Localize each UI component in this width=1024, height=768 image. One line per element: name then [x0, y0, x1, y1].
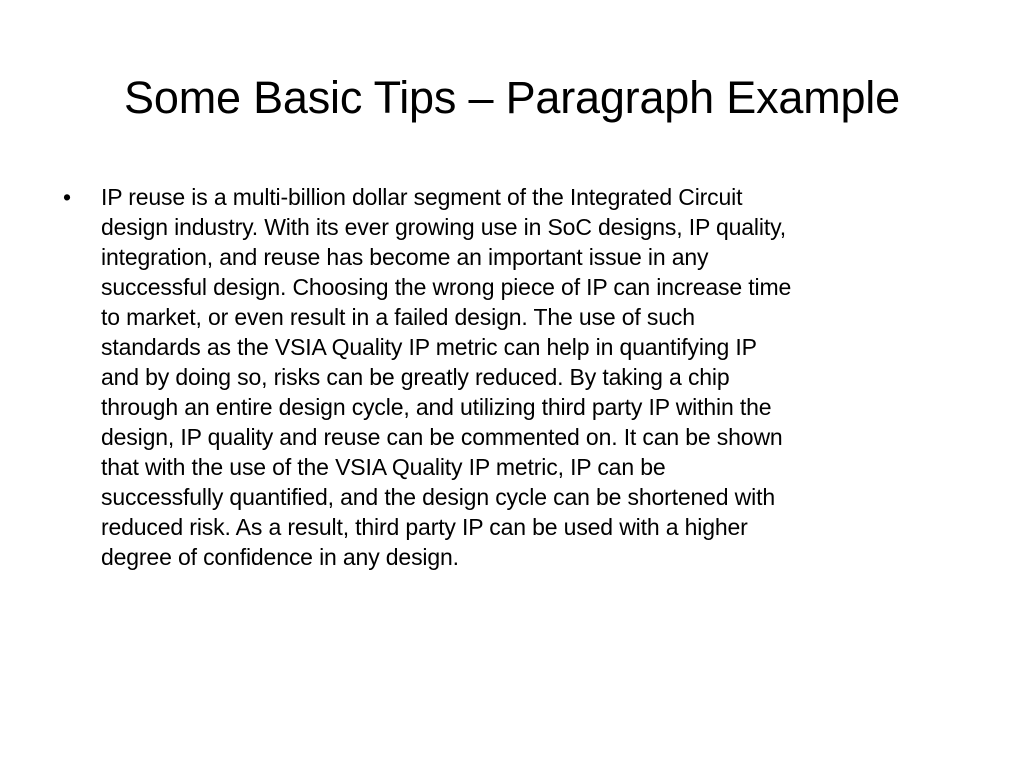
- paragraph-line: through an entire design cycle, and utilizing third party IP within the: [101, 394, 772, 420]
- paragraph-line: design, IP quality and reuse can be commented on. It can be shown: [101, 424, 783, 450]
- paragraph-line: and by doing so, risks can be greatly reduced. By taking a chip: [101, 364, 730, 390]
- paragraph-line: standards as the VSIA Quality IP metric can help in quantifying IP: [101, 334, 757, 360]
- paragraph-line: integration, and reuse has become an important issue in any: [101, 244, 709, 270]
- paragraph-line: IP reuse is a multi-billion dollar segment of the Integrated Circuit: [101, 184, 743, 210]
- bullet-icon: •: [63, 184, 71, 210]
- paragraph-line: degree of confidence in any design.: [101, 544, 459, 570]
- paragraph-line: design industry. With its ever growing use in SoC designs, IP quality,: [101, 214, 786, 240]
- paragraph-line: reduced risk. As a result, third party IP can be used with a higher: [101, 514, 748, 540]
- bullet-paragraph: [63, 182, 968, 572]
- paragraph-line: successfully quantified, and the design cycle can be shortened with: [101, 484, 775, 510]
- paragraph-line: that with the use of the VSIA Quality IP metric, IP can be: [101, 454, 666, 480]
- paragraph-line: to market, or even result in a failed design. The use of such: [101, 304, 695, 330]
- slide-title: Some Basic Tips – Paragraph Example: [124, 72, 900, 123]
- paragraph-line: successful design. Choosing the wrong piece of IP can increase time: [101, 274, 792, 300]
- slide-content: [63, 182, 968, 572]
